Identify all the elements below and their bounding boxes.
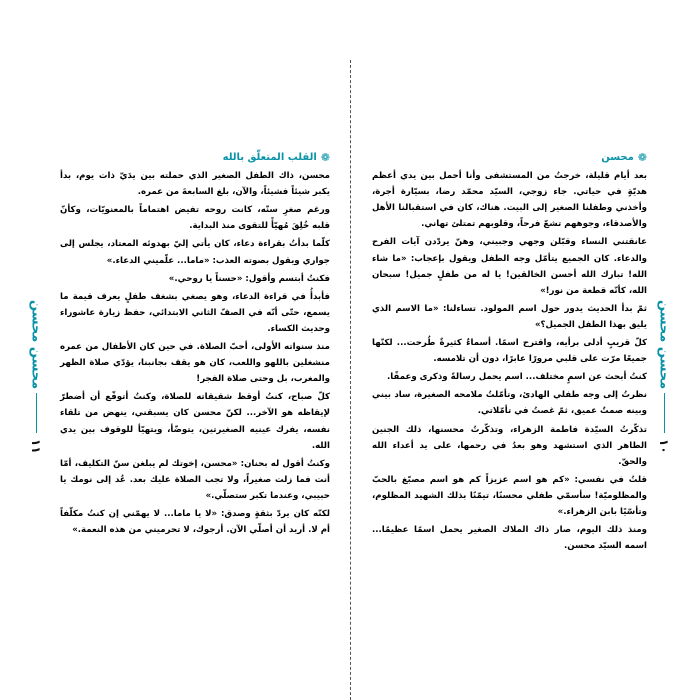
side-tab-line <box>664 393 665 433</box>
paragraph: فكنتُ أبتسم وأقول: «حسناً يا روحي.» <box>168 273 330 284</box>
left-page <box>60 150 330 538</box>
page-number-right: ١٠ <box>657 439 671 454</box>
side-tab-line <box>36 393 37 433</box>
paragraph: ورغم صغرِ سنّه، كانت روحه تفيض اهتماماً بالمعنويّات، وكأنّ قلبه خُلِقَ مُهيّأً للتقوى منذ البداية. <box>60 205 330 232</box>
section-heading <box>372 150 647 166</box>
section-heading-text: القلب المتعلّق بالله <box>222 152 317 163</box>
section-heading <box>60 150 330 166</box>
paragraph: كنتُ أبحث عن اسمٍ مختلف... اسم يحمل رسالةً وذكرى وعمقًا. <box>387 372 647 383</box>
paragraph: وكنتُ أقول له بحنان: «محسن، إخوتك لم يبلغن سنّ التكليف، أمّا أنت فما زلت صغيراً، ولا تجب الصلاة عليك بعد. عُد إلى نومك يا حبيبي، وعندما تكبر ستصلّي.» <box>60 458 330 501</box>
right-side-tab <box>654 300 674 454</box>
section-heading-text: محسن <box>601 152 634 163</box>
flower-bullet-icon: ❁ <box>320 151 330 164</box>
paragraph: كلّ قريبٍ أدلى برأيه، واقترح اسمًا. أسماءٌ كثيرةٌ طُرحت... لكنّها جميعًا مرّت على قلبي مرورًا عابرًا، دون أن تلامسه. <box>372 338 647 365</box>
paragraph: محسن، ذاك الطفل الصغير الذي حملته بين يدَيّ ذات يوم، بدأ يكبر شيئاً فشيئاً، والآن، بلغ السابعةَ من عمره. <box>60 171 330 198</box>
paragraph: تذكّرتُ السيّدة فاطمة الزهراء، وتذكّرتُ محسنها، ذلك الجنين الطاهر الذي استشهد وهو بعدُ في رحمها، على يد أعداء الله والحقّ. <box>372 424 647 467</box>
paragraph: بعد أيام قليلة، خرجتُ من المستشفى وأنا أحمل بين يدي أعظم هديّةٍ في حياتي. جاء زوجي، السيّد محمّد رضا، بسيّارة أجرة، وأخذني وطفلنا الصغير إلى البيت. هناك، كان في استقبالنا الأهل والأصدقاء، وجوههم تشعّ فرحاً، وقلوبهم تمتلئ تهاني. <box>372 171 647 230</box>
flower-bullet-icon: ❁ <box>637 151 647 164</box>
paragraph: كلّ صباح، كنتُ أوقظ شقيقاته للصلاة، وكنتُ أتوقّع أن أضطرّ لإيقاظه هو الآخر... لكنّ محسن كان يسبقني، ينهض من تلقاء نفسه، يفرك عينيه الصغيرتين، يتوضّأ، ويتهيّأ للوقوف بين يدي الله. <box>60 392 330 451</box>
paragraph: كلّما بدأتُ بقراءة دعاء، كان يأتي إليّ بهدوئه المعتاد، يجلس إلى جواري ويقول بصوته العذب: «ماما... علّميني الدعاء.» <box>60 239 330 266</box>
paragraph: فأبدأُ في قراءة الدعاء، وهو يصغي بشغف طفلٍ يعرف قيمة ما يسمع، حتّى أنّه في الصفّ الثاني الابتدائي، حفظ زيارة عاشوراء وحديث الكساء. <box>60 291 330 334</box>
left-side-tab <box>26 300 46 454</box>
paragraph: منذ سنواته الأولى، أحبّ الصلاة. في حين كان الأطفال من عمره منشغلين باللهو واللعب، كان هو يقف بجانبنا، يؤدّي صلاة الظهر والمغرب، بل وحتى صلاة الفجر! <box>60 342 330 385</box>
side-tab-title: محسن محسن <box>28 300 44 390</box>
paragraph: نظرتُ إلى وجه طفلي الهادئ، وتأمّلتُ ملامحه الصغيرة، ساد بيني وبينه صمتٌ عميق، ثمّ غصتُ في تأمّلاتي. <box>372 390 647 417</box>
paragraph: قلتُ في نفسي: «كم هو اسم عزيزاً كم هو اسم مصبّغ بالحبّ والمظلوميّة! سأسمّي طفلي محسنًا، تيمّنًا بذلك الشهيد المظلوم، وتأسّيًا بابن الزهراء.» <box>372 474 647 517</box>
paragraph: ومنذ ذلك اليوم، صار ذاك الملاك الصغير يحمل اسمًا عظيمًا... اسمه السيّد محسن. <box>372 525 647 552</box>
side-tab-title: محسن محسن <box>656 300 672 390</box>
right-page <box>372 150 647 554</box>
paragraph: عانقتني النساء وقبّلن وجهي وجبيني، وهنّ يردّدن آيات الفرح والدعاء. كان الجميع يتأمّل وجه الطفل ويقول بإعجاب: «ما شاء الله! تبارك الله أحسن الخالقين! يا له من طفلٍ جميل! سبحان الله، كأنّه قطعة من نور!» <box>372 237 647 296</box>
page-divider <box>350 60 351 700</box>
paragraph: ثمّ بدأ الحديث يدور حول اسم المولود. تساءلنا: «ما الاسم الذي يليق بهذا الطفل الجميل؟» <box>372 303 647 330</box>
paragraph: لكنّه كان يردّ بثقةٍ وصدق: «لا يا ماما... لا يهمّني إن كنتُ مكلّفاً أم لا. أريد أن أصلّي الآن. أرجوك، لا تحرميني من هذه النعمة.» <box>60 508 330 536</box>
page-number-left: ١١ <box>29 439 43 454</box>
